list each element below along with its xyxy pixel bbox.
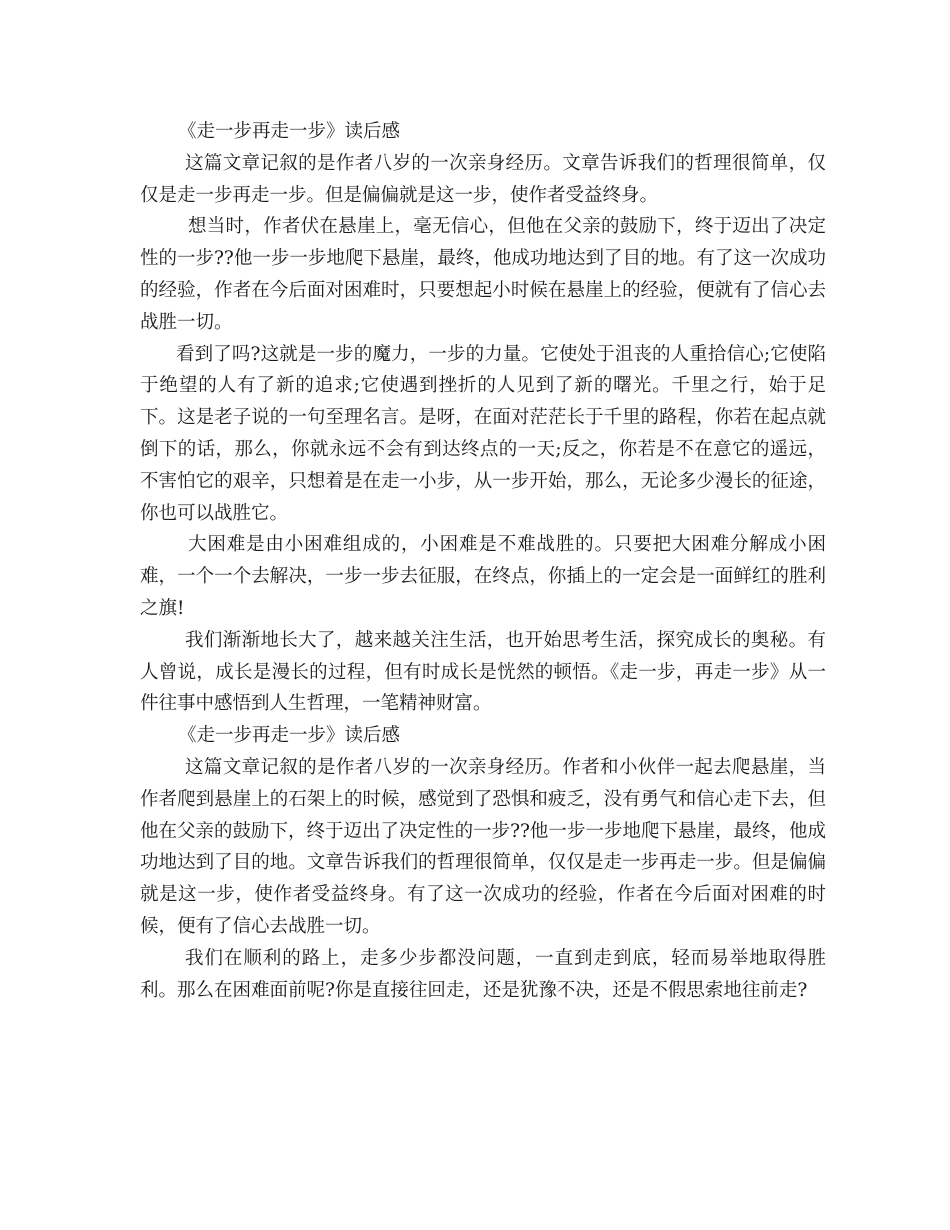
article-1-paragraph-1: 这篇文章记叙的是作者八岁的一次亲身经历。文章告诉我们的哲理很简单，仅仅是走一步再走一步。但是偏偏就是这一步，使作者受益终身。	[140, 152, 826, 206]
article-1-paragraph-3: 看到了吗?这就是一步的魔力，一步的力量。它使处于沮丧的人重拾信心;它使陷于绝望的人有了新的追求;它使遇到挫折的人见到了新的曙光。千里之行，始于足下。这是老子说的一句至理名言。是呀，在面对茫茫长于千里的路程，你若在起点就倒下的话，那么，你就永远不会有到达终点的一天;反之，你若是不在意它的遥远，不害怕它的艰辛，只想着是在走一小步，从一步开始，那么，无论多少漫长的征途，你也可以战胜它。	[140, 343, 826, 524]
document-body	[140, 116, 826, 1006]
article-2-paragraph-1: 这篇文章记叙的是作者八岁的一次亲身经历。作者和小伙伴一起去爬悬崖，当作者爬到悬崖上的石架上的时候，感觉到了恐惧和疲乏，没有勇气和信心走下去，但他在父亲的鼓励下，终于迈出了决定性的一步??他一步一步地爬下悬崖，最终，他成功地达到了目的地。文章告诉我们的哲理很简单，仅仅是走一步再走一步。但是偏偏就是这一步，使作者受益终身。有了这一次成功的经验，作者在今后面对困难的时候，便有了信心去战胜一切。	[140, 756, 826, 937]
article-1-paragraph-4: 大困难是由小困难组成的，小困难是不难战胜的。只要把大困难分解成小困难，一个一个去解决，一步一步去征服，在终点，你插上的一定会是一面鲜红的胜利之旗!	[140, 534, 826, 619]
article-2-paragraph-2: 我们在顺利的路上，走多少步都没问题，一直到走到底，轻而易举地取得胜利。那么在困难面前呢?你是直接往回走，还是犹豫不决，还是不假思索地往前走?	[140, 947, 826, 1001]
article-2-title: 《走一步再走一步》读后感	[178, 725, 401, 747]
article-1-paragraph-5: 我们渐渐地长大了，越来越关注生活，也开始思考生活，探究成长的奥秘。有人曾说，成长是漫长的过程，但有时成长是恍然的顿悟。《走一步，再走一步》从一件往事中感悟到人生哲理，一笔精神财富。	[140, 629, 826, 715]
article-1-title: 《走一步再走一步》读后感	[178, 121, 401, 142]
article-1-paragraph-2: 想当时，作者伏在悬崖上，毫无信心，但他在父亲的鼓励下，终于迈出了决定性的一步??他一步一步地爬下悬崖，最终，他成功地达到了目的地。有了这一次成功的经验，作者在今后面对困难时，只要想起小时候在悬崖上的经验，便就有了信心去战胜一切。	[140, 216, 826, 333]
